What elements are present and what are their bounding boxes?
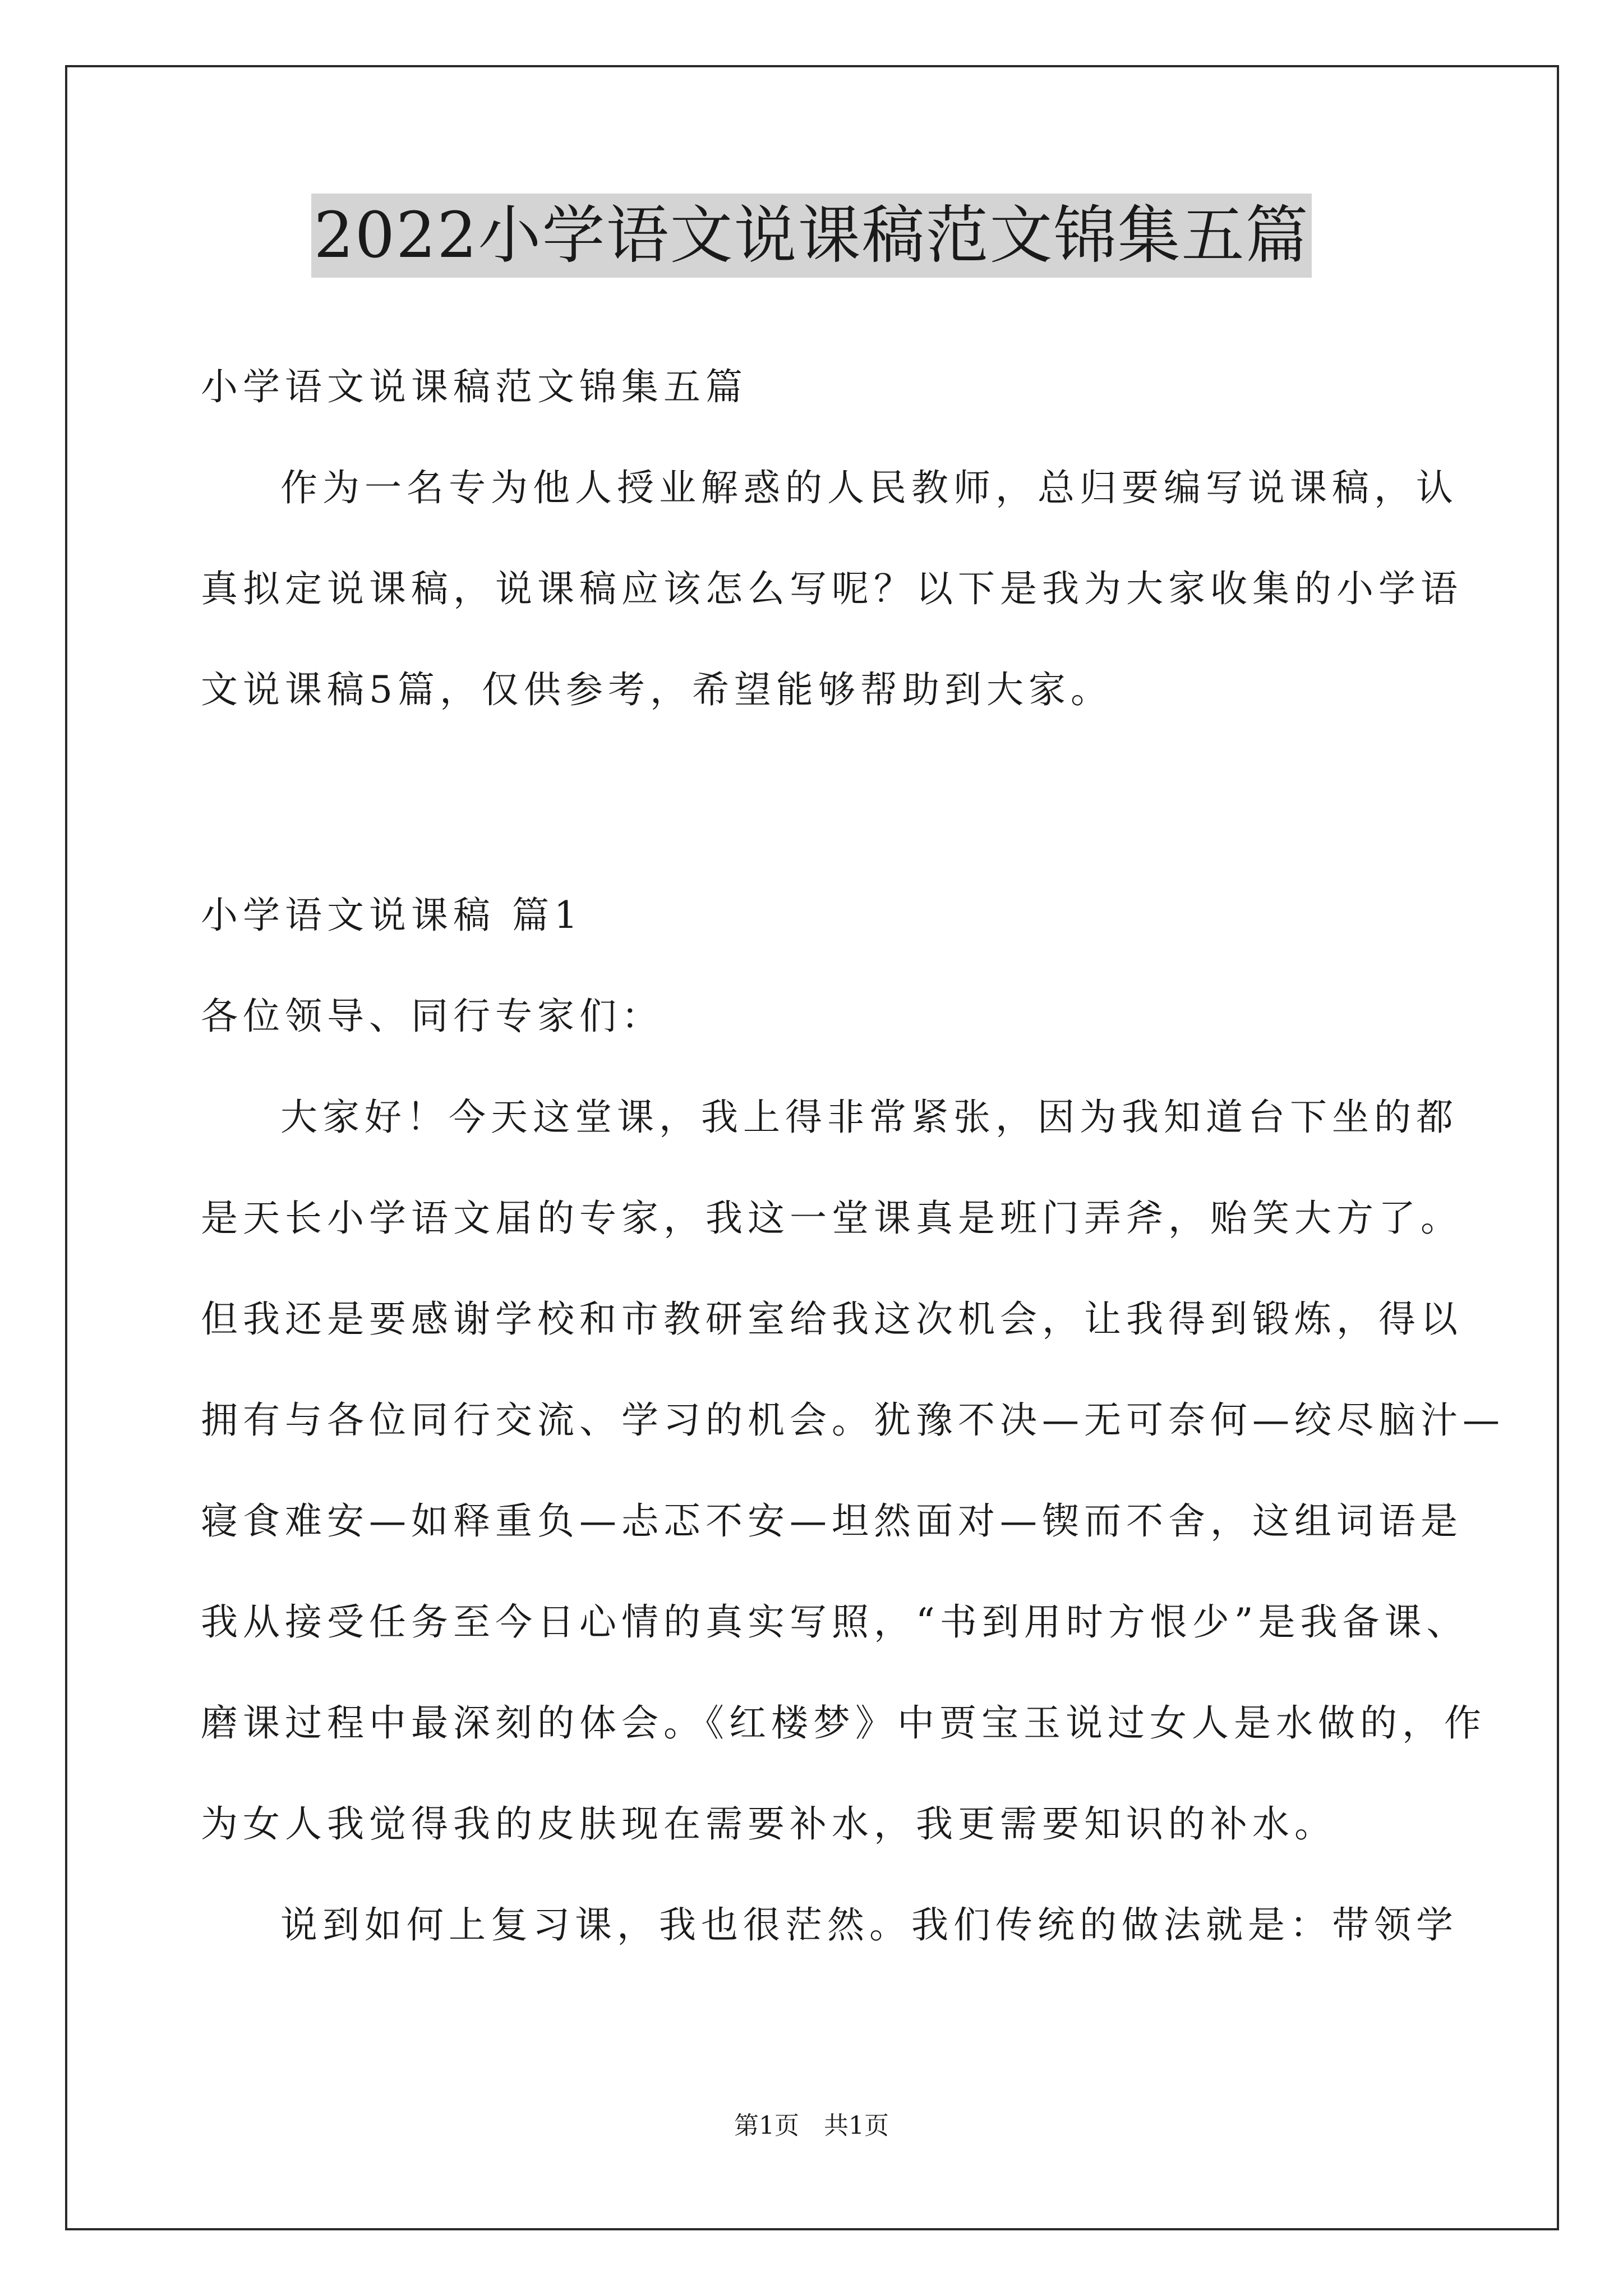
body-line: 寝食难安—如释重负—忐忑不安—坦然面对—锲而不舍，这组词语是 bbox=[201, 1499, 1463, 1543]
subtitle-line: 小学语文说课稿范文锦集五篇 bbox=[201, 365, 748, 408]
body-line: 拥有与各位同行交流、学习的机会。犹豫不决—无可奈何—绞尽脑汁— bbox=[201, 1398, 1505, 1442]
page-number-footer: 第1页 共1页 bbox=[734, 2111, 889, 2140]
document-title: 2022小学语文说课稿范文锦集五篇 bbox=[311, 194, 1311, 278]
document-title-block bbox=[0, 194, 1623, 278]
body-line: 真拟定说课稿，说课稿应该怎么写呢？以下是我为大家收集的小学语 bbox=[201, 567, 1463, 610]
body-line: 作为一名专为他人授业解惑的人民教师，总归要编写说课稿，认 bbox=[280, 466, 1458, 509]
body-line: 但我还是要感谢学校和市教研室给我这次机会，让我得到锻炼，得以 bbox=[201, 1297, 1463, 1341]
section-heading: 小学语文说课稿 篇1 bbox=[201, 894, 583, 937]
body-line: 我从接受任务至今日心情的真实写照，“书到用时方恨少”是我备课、 bbox=[201, 1600, 1469, 1644]
body-line: 说到如何上复习课，我也很茫然。我们传统的做法就是：带领学 bbox=[280, 1903, 1458, 1947]
body-line: 文说课稿5篇，仅供参考，希望能够帮助到大家。 bbox=[201, 668, 1113, 711]
body-line: 大家好！今天这堂课，我上得非常紧张，因为我知道台下坐的都 bbox=[280, 1096, 1458, 1139]
body-line: 是天长小学语文届的专家，我这一堂课真是班门弄斧，贻笑大方了。 bbox=[201, 1197, 1463, 1240]
body-line: 磨课过程中最深刻的体会。《红楼梦》中贾宝玉说过女人是水做的，作 bbox=[201, 1701, 1486, 1745]
greeting-line: 各位领导、同行专家们： bbox=[201, 995, 663, 1038]
body-line: 为女人我觉得我的皮肤现在需要补水，我更需要知识的补水。 bbox=[201, 1802, 1336, 1846]
